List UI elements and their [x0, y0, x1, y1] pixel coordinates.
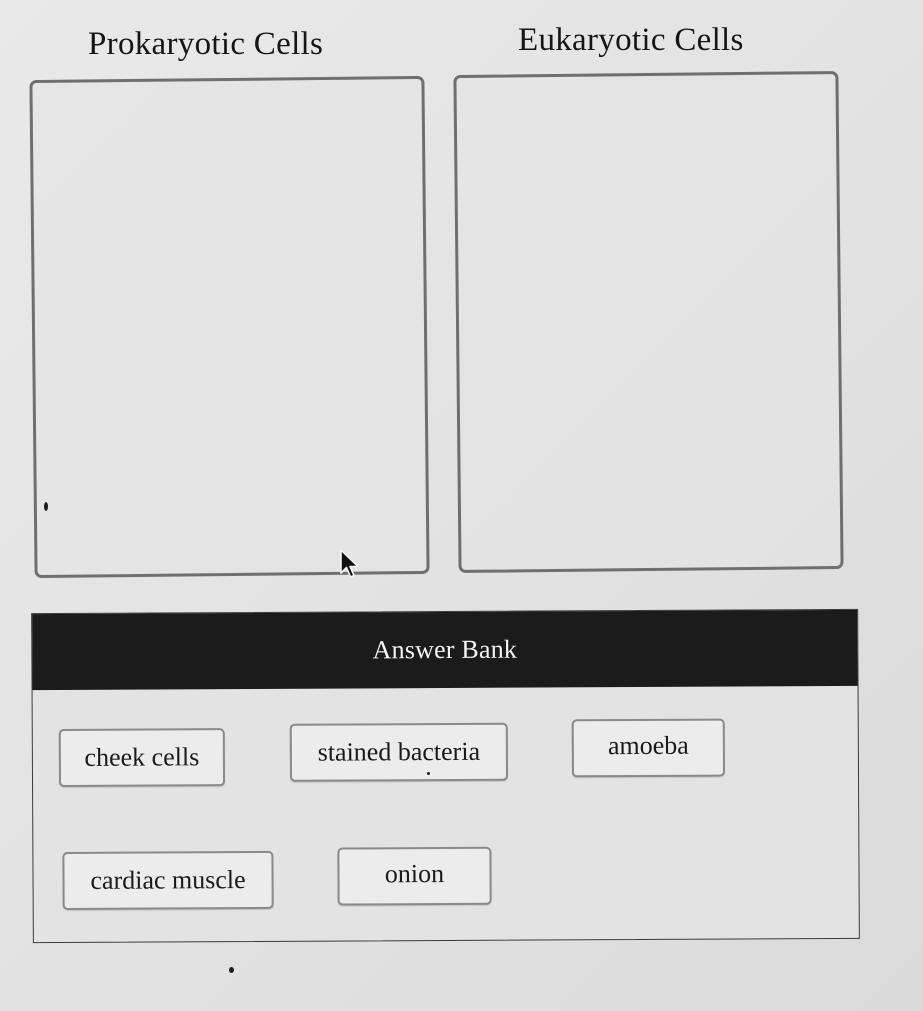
dust-speck — [427, 772, 430, 775]
eukaryotic-cells-title: Eukaryotic Cells — [518, 22, 744, 58]
mouse-pointer-icon — [339, 549, 361, 581]
answer-bank-header: Answer Bank — [32, 610, 857, 690]
dust-speck — [44, 502, 48, 511]
answer-chip-cardiac-muscle[interactable]: cardiac muscle — [62, 851, 273, 910]
prokaryotic-drop-zone[interactable] — [29, 76, 429, 578]
answer-bank — [31, 609, 860, 943]
answer-chip-stained-bacteria[interactable]: stained bacteria — [290, 723, 508, 782]
answer-chip-cheek-cells[interactable]: cheek cells — [59, 728, 225, 787]
answer-chip-amoeba[interactable]: amoeba — [572, 719, 725, 778]
eukaryotic-drop-zone[interactable] — [453, 71, 843, 573]
dust-speck — [229, 967, 234, 973]
prokaryotic-cells-title: Prokaryotic Cells — [88, 26, 324, 62]
answer-chip-onion[interactable]: onion — [337, 847, 491, 906]
